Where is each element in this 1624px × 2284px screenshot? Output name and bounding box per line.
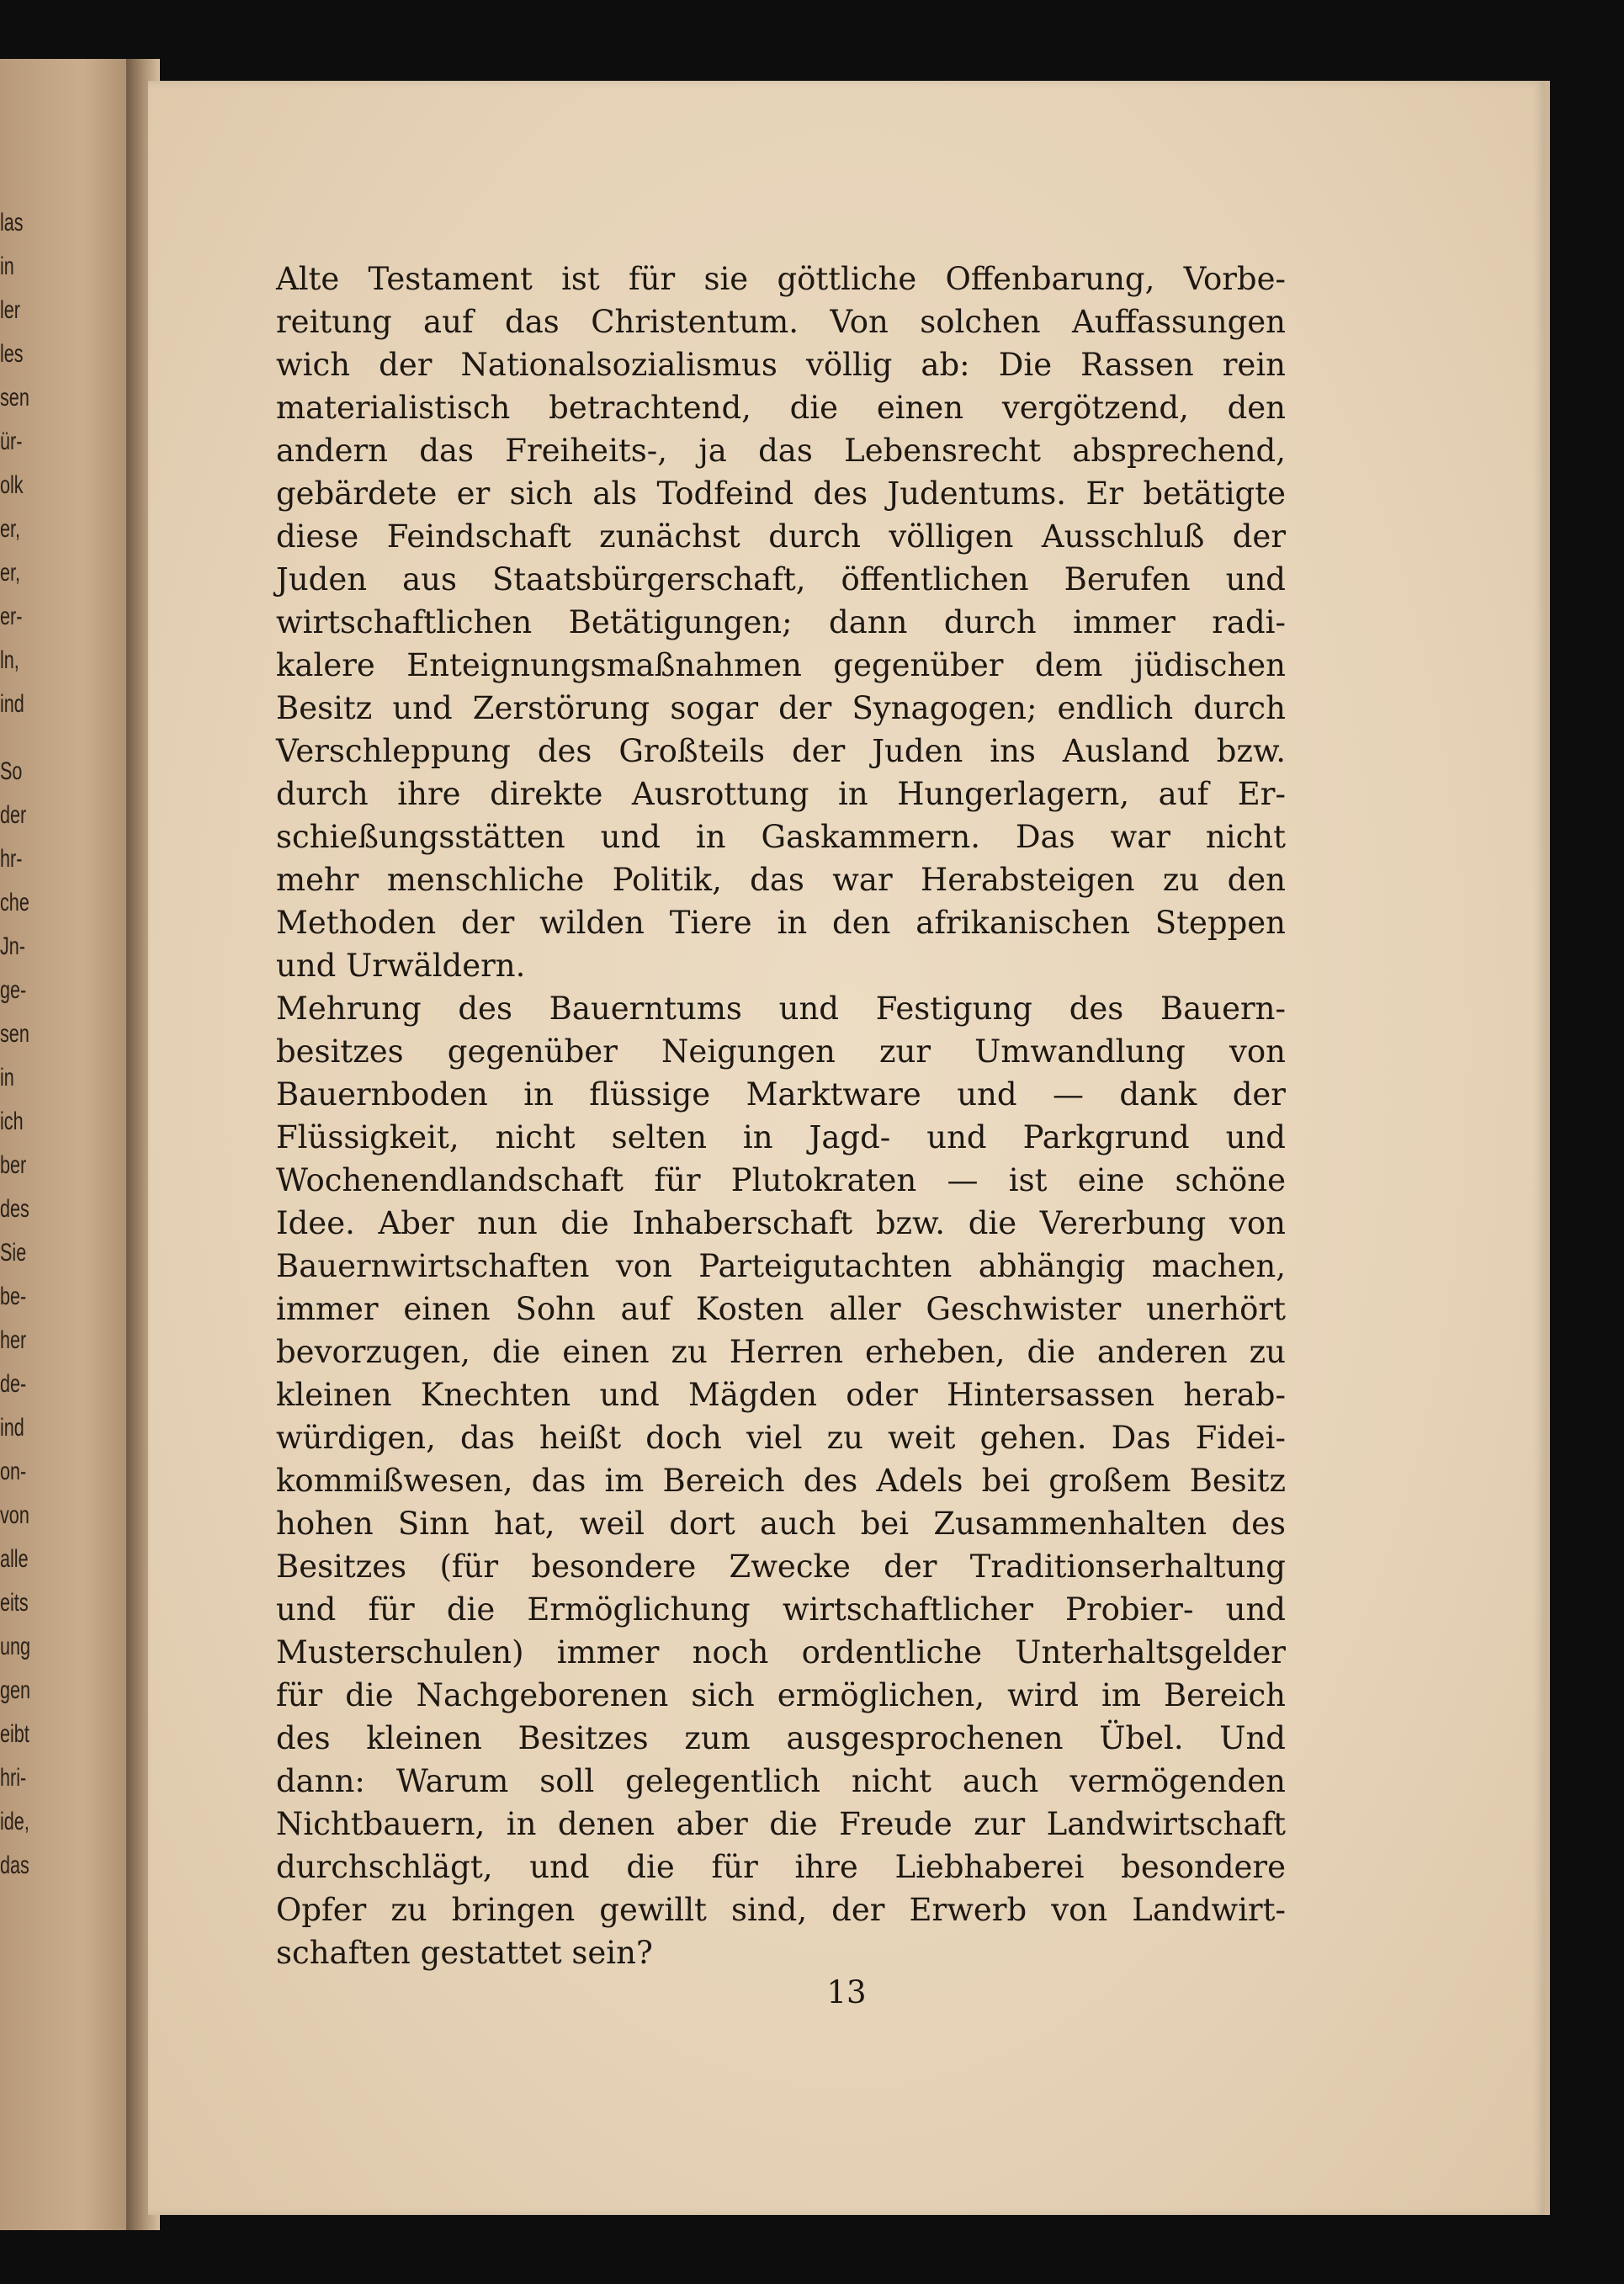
left-page-fragment: er-	[0, 603, 23, 630]
left-page-fragment: che	[0, 889, 29, 916]
body-text	[276, 258, 1286, 1974]
left-page-fragment: de-	[0, 1370, 27, 1398]
text-line: durch ihre direkte Ausrottung in Hungerlagern, auf Er-	[276, 776, 1286, 812]
left-page-fragment: sen	[0, 384, 29, 412]
text-line: für die Nachgeborenen sich ermöglichen, wird im Bereich	[276, 1677, 1286, 1713]
left-page-fragment: ind	[0, 1414, 24, 1442]
text-line: Methoden der wilden Tiere in den afrikanischen Steppen	[276, 905, 1286, 941]
left-page-fragment: olk	[0, 471, 24, 499]
left-page-fragment: er,	[0, 515, 21, 543]
left-page-fragment: des	[0, 1195, 29, 1223]
left-page-fragment: ind	[0, 690, 24, 718]
text-line: diese Feindschaft zunächst durch völligen Ausschluß der	[276, 518, 1286, 555]
left-page-fragment: alle	[0, 1545, 29, 1573]
left-page-fragment: her	[0, 1326, 27, 1354]
right-page	[148, 81, 1550, 2215]
left-page-fragment: ge-	[0, 976, 27, 1004]
left-page-fragment: hr-	[0, 845, 23, 873]
text-line: Alte Testament ist für sie göttliche Offenbarung, Vorbe-	[276, 261, 1286, 297]
text-line: wich der Nationalsozialismus völlig ab: Die Rassen rein	[276, 347, 1286, 383]
text-line: Verschleppung des Großteils der Juden ins Ausland bzw.	[276, 733, 1286, 769]
text-line: Nichtbauern, in denen aber die Freude zur Landwirtschaft	[276, 1806, 1286, 1842]
left-page-edge	[0, 59, 139, 2230]
left-page-fragment: les	[0, 340, 24, 368]
text-line: Bauernboden in flüssige Marktware und — dank der	[276, 1076, 1286, 1113]
text-line: dann: Warum soll gelegentlich nicht auch vermögenden	[276, 1763, 1286, 1799]
left-page-fragment: ln,	[0, 646, 19, 674]
left-page-fragment: ide,	[0, 1808, 29, 1835]
text-line: durchschlägt, und die für ihre Liebhaberei besondere	[276, 1849, 1286, 1885]
text-line: gebärdete er sich als Todfeind des Judentums. Er betätigte	[276, 475, 1286, 512]
left-page-fragment: be-	[0, 1283, 27, 1310]
text-line: mehr menschliche Politik, das war Herabsteigen zu den	[276, 862, 1286, 898]
left-page-fragment: von	[0, 1501, 29, 1529]
left-page-fragment: on-	[0, 1458, 27, 1485]
text-line: würdigen, das heißt doch viel zu weit gehen. Das Fidei-	[276, 1420, 1286, 1456]
left-page-fragment: hri-	[0, 1764, 27, 1792]
left-page-fragment: in	[0, 1064, 14, 1092]
text-line: wirtschaftlichen Betätigungen; dann durch immer radi-	[276, 604, 1286, 640]
text-line: besitzes gegenüber Neigungen zur Umwandlung von	[276, 1033, 1286, 1070]
left-page-fragment: So	[0, 757, 23, 785]
left-page-fragment: eits	[0, 1589, 29, 1617]
text-line: Besitz und Zerstörung sogar der Synagogen; endlich durch	[276, 690, 1286, 726]
text-line: und Urwäldern.	[276, 948, 526, 984]
left-page-fragment: ber	[0, 1151, 27, 1179]
left-page-fragment: las	[0, 209, 24, 236]
left-page-fragment: gen	[0, 1676, 31, 1704]
text-line: schaften gestattet sein?	[276, 1935, 653, 1971]
text-line: reitung auf das Christentum. Von solchen Auffassungen	[276, 304, 1286, 340]
text-line: immer einen Sohn auf Kosten aller Geschwister unerhört	[276, 1291, 1286, 1327]
left-page-fragment: der	[0, 801, 27, 829]
text-line: des kleinen Besitzes zum ausgesprochenen Übel. Und	[276, 1720, 1286, 1756]
left-page-fragment: das	[0, 1851, 29, 1879]
left-page-fragment: eibt	[0, 1720, 29, 1748]
text-line: hohen Sinn hat, weil dort auch bei Zusammenhalten des	[276, 1506, 1286, 1542]
left-page-fragment: Jn-	[0, 932, 26, 960]
left-page-fragment: er,	[0, 559, 21, 587]
text-line: materialistisch betrachtend, die einen vergötzend, den	[276, 390, 1286, 426]
left-page-fragment: ür-	[0, 428, 23, 455]
text-line: Musterschulen) immer noch ordentliche Unterhaltsgelder	[276, 1634, 1286, 1671]
text-line: Bauernwirtschaften von Parteigutachten abhängig machen,	[276, 1248, 1286, 1284]
left-page-fragment: ler	[0, 296, 21, 324]
left-page-fragment: sen	[0, 1020, 29, 1048]
page-number: 13	[826, 1974, 867, 2010]
text-line: kleinen Knechten und Mägden oder Hintersassen herab-	[276, 1377, 1286, 1413]
left-page-fragment: Sie	[0, 1239, 27, 1267]
text-line: Juden aus Staatsbürgerschaft, öffentlichen Berufen und	[276, 561, 1286, 598]
text-line: Wochenendlandschaft für Plutokraten — ist eine schöne	[276, 1162, 1286, 1198]
text-line: andern das Freiheits-, ja das Lebensrecht absprechend,	[276, 433, 1286, 469]
text-line: schießungsstätten und in Gaskammern. Das war nicht	[276, 819, 1286, 855]
text-line: kommißwesen, das im Bereich des Adels bei großem Besitz	[276, 1463, 1286, 1499]
text-line: Flüssigkeit, nicht selten in Jagd- und Parkgrund und	[276, 1119, 1286, 1155]
text-line: kalere Enteignungsmaßnahmen gegenüber dem jüdischen	[276, 647, 1286, 683]
text-line: Mehrung des Bauerntums und Festigung des Bauern-	[276, 991, 1286, 1027]
text-line: Idee. Aber nun die Inhaberschaft bzw. die Vererbung von	[276, 1205, 1286, 1241]
left-page-fragment: ich	[0, 1107, 24, 1135]
left-page-fragment: ung	[0, 1633, 31, 1660]
text-line: bevorzugen, die einen zu Herren erheben, die anderen zu	[276, 1334, 1286, 1370]
text-line: und für die Ermöglichung wirtschaftlicher Probier- und	[276, 1591, 1286, 1628]
left-page-fragment: in	[0, 252, 14, 280]
text-line: Opfer zu bringen gewillt sind, der Erwerb von Landwirt-	[276, 1892, 1286, 1928]
text-line: Besitzes (für besondere Zwecke der Traditionserhaltung	[276, 1548, 1286, 1585]
